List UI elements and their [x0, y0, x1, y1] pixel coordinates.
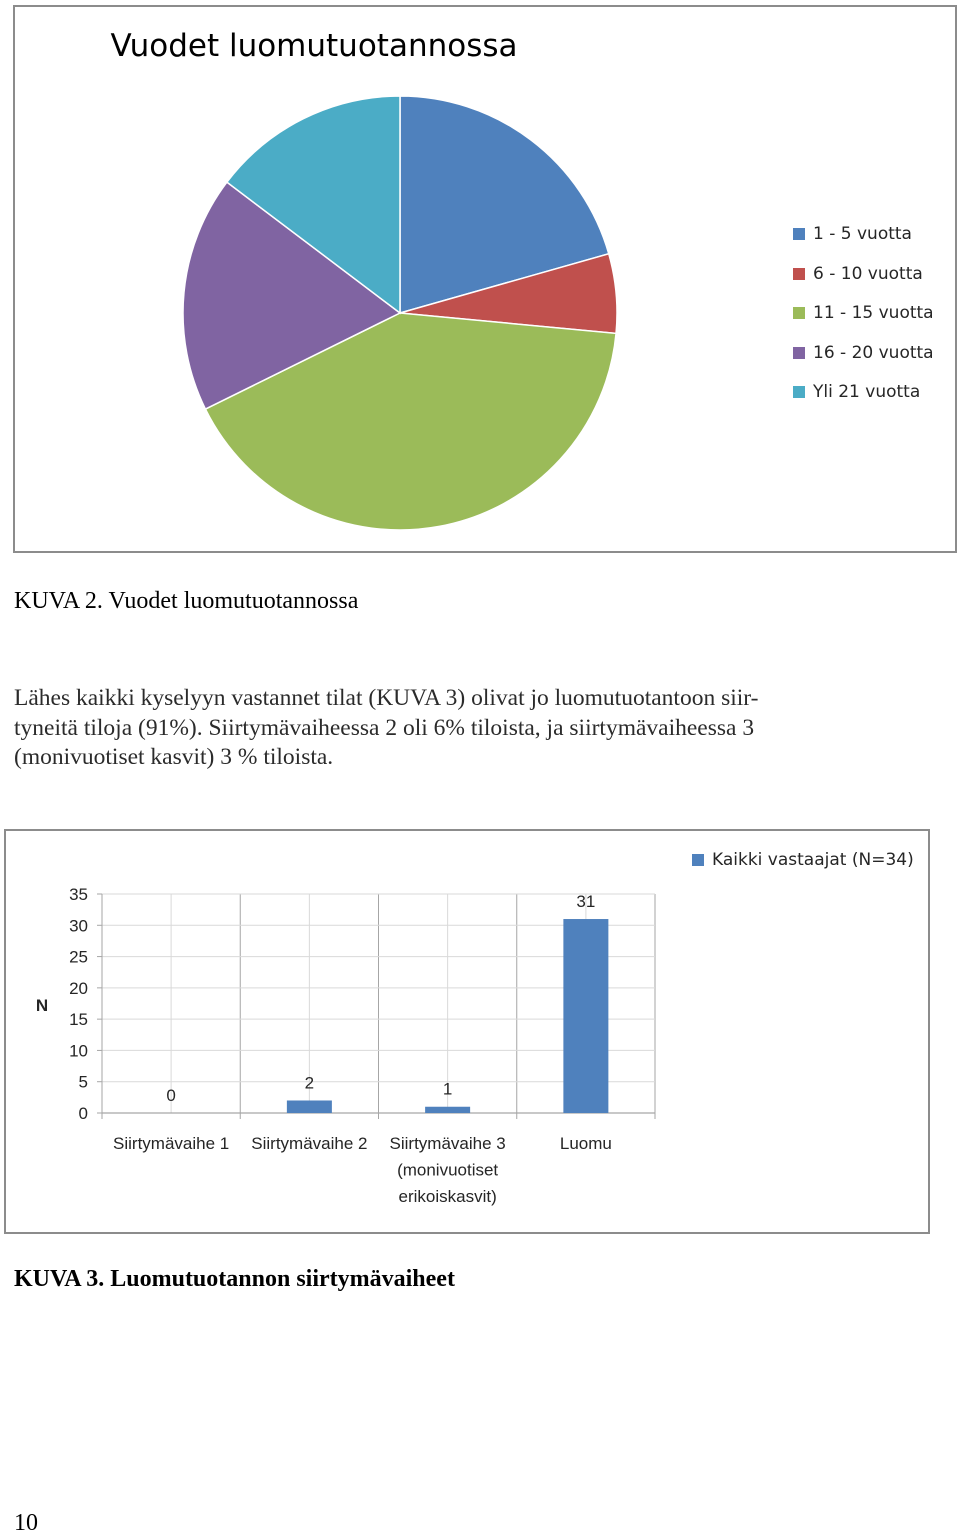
bar-luomu — [563, 919, 608, 1113]
y-tick-label: 30 — [69, 916, 88, 936]
pie-chart-title: Vuodet luomutuotannossa — [110, 28, 518, 64]
y-tick-label: 0 — [78, 1104, 88, 1123]
legend-label: Kaikki vastaajat (N=34) — [712, 850, 914, 870]
legend-swatch — [793, 307, 805, 319]
pie-legend-item — [793, 382, 934, 422]
bar-legend — [692, 850, 914, 874]
legend-label: 6 - 10 vuotta — [813, 263, 923, 284]
paragraph-line-2: tyneitä tiloja (91%). Siirtymävaiheessa 2 oli 6% tiloista, ja siirtymävaiheessa 3 — [14, 714, 755, 741]
pie-legend-item — [793, 343, 934, 383]
y-tick-label: 20 — [69, 978, 88, 998]
y-tick-label: 15 — [69, 1010, 88, 1030]
y-tick-label: 25 — [69, 947, 88, 967]
x-category-label: Luomu — [559, 1134, 612, 1153]
data-label: 1 — [442, 1079, 453, 1099]
paragraph-line-3: (monivuotiset kasvit) 3 % tiloista. — [14, 744, 334, 770]
legend-swatch — [793, 386, 805, 398]
x-category-label: (monivuotiset — [397, 1160, 499, 1180]
pie-legend-item — [793, 303, 934, 343]
legend-swatch — [793, 347, 805, 359]
data-label: 31 — [576, 892, 596, 912]
x-category-label: erikoiskasvit) — [398, 1187, 497, 1206]
y-axis-label: N — [35, 996, 49, 1015]
legend-label: Yli 21 vuotta — [813, 382, 921, 402]
y-tick-label: 5 — [78, 1072, 88, 1092]
figure-2-caption: KUVA 2. Vuodet luomutuotannossa — [14, 588, 359, 614]
legend-swatch — [692, 854, 704, 866]
pie-chart-figure — [13, 5, 957, 553]
bar-chart — [6, 831, 928, 1232]
pie-legend-item — [793, 264, 934, 304]
legend-swatch — [793, 268, 805, 280]
bar-siirtym-vaihe-3 — [425, 1107, 470, 1113]
page-number: 10 — [14, 1510, 38, 1536]
legend-swatch — [793, 228, 805, 240]
x-category-label: Siirtymävaihe 2 — [251, 1134, 368, 1153]
bar-chart-figure — [4, 829, 930, 1234]
y-tick-label: 10 — [69, 1041, 88, 1061]
pie-legend-item — [793, 224, 934, 264]
paragraph-line-1: Lähes kaikki kyselyyn vastannet tilat (KUVA 3) olivat jo luomutuotantoon siir- — [14, 685, 759, 711]
data-label: 0 — [166, 1086, 176, 1105]
x-category-label: Siirtymävaihe 3 — [389, 1134, 506, 1153]
bar-siirtym-vaihe-2 — [287, 1100, 332, 1113]
x-category-label: Siirtymävaihe 1 — [113, 1134, 230, 1153]
y-tick-label: 35 — [69, 885, 88, 904]
figure-3-caption: KUVA 3. Luomutuotannon siirtymävaiheet — [14, 1266, 455, 1292]
pie-legend — [793, 224, 934, 422]
data-label: 2 — [304, 1073, 315, 1093]
legend-label: 11 - 15 vuotta — [813, 303, 934, 323]
body-paragraph — [14, 684, 934, 773]
bar-legend-item — [692, 850, 914, 874]
legend-label: 16 - 20 vuotta — [813, 342, 934, 363]
legend-label: 1 - 5 vuotta — [813, 224, 912, 244]
